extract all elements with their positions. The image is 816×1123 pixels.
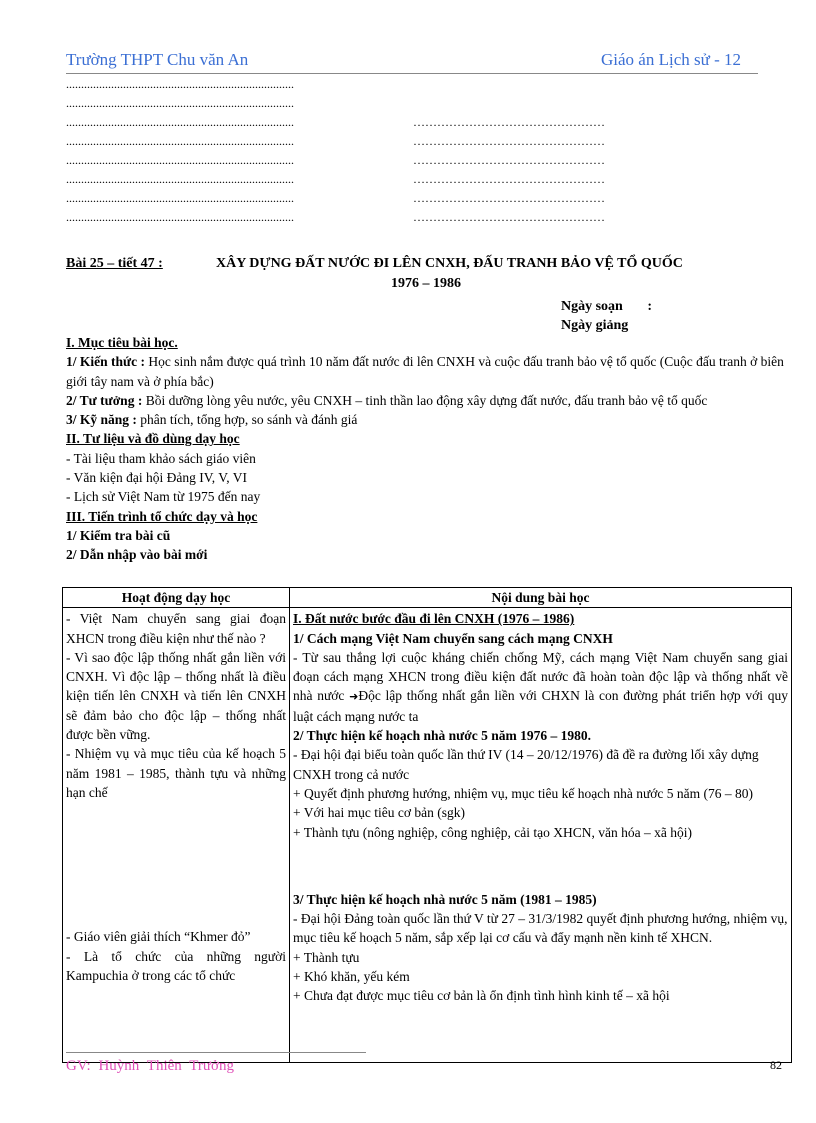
table-header-row xyxy=(63,588,792,608)
material-item: - Tài liệu tham khảo sách giáo viên xyxy=(66,450,256,466)
dotted-line: ............................................................................ xyxy=(66,172,294,186)
activity-text: - Việt Nam chuyển sang giai đoạn XHCN trong điều kiện như thế nào ? xyxy=(66,611,286,646)
content-text: - Đại hội Đảng toàn quốc lần thứ V từ 27 – 31/3/1982 quyết định phương hướng, nhiệm vụ, mục tiêu kế hoạch 5 năm, sắp xếp lại cơ cấu và đẩy mạnh nền kinh tế XHCN. xyxy=(293,911,788,946)
dotted-line: ............................................................................ xyxy=(66,153,294,167)
process-step-2: 2/ Dẫn nhập vào bài mới xyxy=(66,547,208,563)
material-item: - Văn kiện đại hội Đảng IV, V, VI xyxy=(66,470,247,486)
col-header-content: Nội dung bài học xyxy=(290,588,792,608)
lesson-title: XÂY DỰNG ĐẤT NƯỚC ĐI LÊN CNXH, ĐẤU TRANH BẢO VỆ TỔ QUỐC xyxy=(216,256,683,271)
lesson-table xyxy=(62,587,792,1063)
school-name: Trường THPT Chu văn An xyxy=(66,50,249,69)
arrow-icon: ➜ xyxy=(349,690,359,704)
dotted-line: ………………………………………… xyxy=(413,134,605,148)
col-header-activities: Hoạt động dạy học xyxy=(63,588,290,608)
dotted-line: ............................................................................ xyxy=(66,115,294,129)
dotted-line: ………………………………………… xyxy=(413,172,605,186)
dotted-line: ............................................................................ xyxy=(66,77,294,91)
dotted-lines-left xyxy=(66,75,338,227)
dotted-line: ………………………………………… xyxy=(413,153,605,167)
dotted-line: ………………………………………… xyxy=(413,210,605,224)
activity-text: - Giáo viên giải thích “Khmer đỏ” xyxy=(66,929,251,945)
objective-skill: 3/ Kỹ năng : phân tích, tổng hợp, so sánh và đánh giá xyxy=(66,412,358,428)
dotted-line: ............................................................................ xyxy=(66,210,294,224)
footer-divider xyxy=(66,1052,366,1053)
content-text: - Từ sau thắng lợi cuộc kháng chiến chống Mỹ, cách mạng Việt Nam chuyển sang giai đoạn cách mạng XHCN trong điều kiện đất nước đã hoàn toàn độc lập và thống nhất về nhà nước ➜Độc lập thống nhất gắn liền với CHXN là con đường phát triển hợp với quy luật cách mạng nước ta xyxy=(293,649,788,724)
date-prepared: Ngày soạn : xyxy=(561,299,653,314)
dotted-line: ............................................................................ xyxy=(66,134,294,148)
activities-cell xyxy=(63,608,290,1063)
subsection-heading: 3/ Thực hiện kế hoạch nhà nước 5 năm (1981 – 1985) xyxy=(293,891,597,907)
content-text: - Đại hội đại biểu toàn quốc lần thứ IV (14 – 20/12/1976) đã đề ra đường lối xây dựng CNXH trong cả nước xyxy=(293,747,759,782)
content-text: + Quyết định phương hướng, nhiệm vụ, mục tiêu kế hoạch nhà nước 5 năm (76 – 80) xyxy=(293,785,754,801)
dates-block xyxy=(561,297,652,335)
author: GV: Huỳnh Thiên Trưởng xyxy=(66,1058,234,1074)
header-divider xyxy=(66,73,758,74)
process-step-1: 1/ Kiểm tra bài cũ xyxy=(66,527,171,543)
objectives-heading: I. Mục tiêu bài học. xyxy=(66,335,178,350)
subject-title: Giáo án Lịch sử - 12 xyxy=(601,50,741,69)
dotted-line: ............................................................................ xyxy=(66,96,294,110)
objective-knowledge: 1/ Kiến thức : Học sinh nắm được quá trình 10 năm đất nước đi lên CNXH và cuộc đấu tranh bảo vệ tổ quốc (Cuộc đấu tranh ở biên giới tây nam và ở phía bắc) xyxy=(66,354,784,389)
date-taught: Ngày giảng xyxy=(561,318,629,333)
objective-thought: 2/ Tư tưởng : Bồi dưỡng lòng yêu nước, yêu CNXH – tinh thần lao động xây dựng đất nước, đấu tranh bảo vệ tổ quốc xyxy=(66,392,708,408)
subsection-heading: 1/ Cách mạng Việt Nam chuyển sang cách mạng CNXH xyxy=(293,630,613,646)
lesson-body xyxy=(66,333,788,565)
content-cell xyxy=(290,608,792,1063)
content-text: + Với hai mục tiêu cơ bản (sgk) xyxy=(293,805,465,821)
dotted-lines-right xyxy=(413,113,641,227)
lesson-code: Bài 25 – tiết 47 : xyxy=(66,256,163,271)
activity-text: - Nhiệm vụ và mục tiêu của kế hoạch 5 năm 1981 – 1985, thành tựu và những hạn chế xyxy=(66,746,286,800)
content-text: + Thành tựu (nông nghiệp, công nghiệp, cải tạo XHCN, văn hóa – xã hội) xyxy=(293,824,692,840)
page-number: 82 xyxy=(770,1058,782,1072)
dotted-line: ………………………………………… xyxy=(413,115,605,129)
table-row xyxy=(63,608,792,1063)
content-text: + Chưa đạt được mục tiêu cơ bản là ổn định tình hình kinh tế – xã hội xyxy=(293,988,670,1004)
lesson-years: 1976 – 1986 xyxy=(391,276,461,291)
materials-heading: II. Tư liệu và đồ dùng dạy học xyxy=(66,431,240,447)
dotted-line: ............................................................................ xyxy=(66,191,294,205)
content-text: + Khó khăn, yếu kém xyxy=(293,969,410,985)
material-item: - Lịch sử Việt Nam từ 1975 đến nay xyxy=(66,489,261,505)
content-text: + Thành tựu xyxy=(293,949,360,965)
activity-text: - Là tổ chức của những người Kampuchia ở trong các tổ chức xyxy=(66,948,286,983)
process-heading: III. Tiến trình tổ chức dạy và học xyxy=(66,508,258,524)
activity-text: - Vì sao độc lập thống nhất gắn liền với CNXH. Vì độc lập – thống nhất là điều kiện tiến lên CNXH và tiến lên CNXH sẽ đảm bảo cho độc lập – thống nhất được bền vững. xyxy=(66,649,286,743)
subsection-heading: 2/ Thực hiện kế hoạch nhà nước 5 năm 1976 – 1980. xyxy=(293,728,591,744)
dotted-line: ………………………………………… xyxy=(413,191,605,205)
section-heading: I. Đất nước bước đầu đi lên CNXH (1976 – 1986) xyxy=(293,611,575,627)
